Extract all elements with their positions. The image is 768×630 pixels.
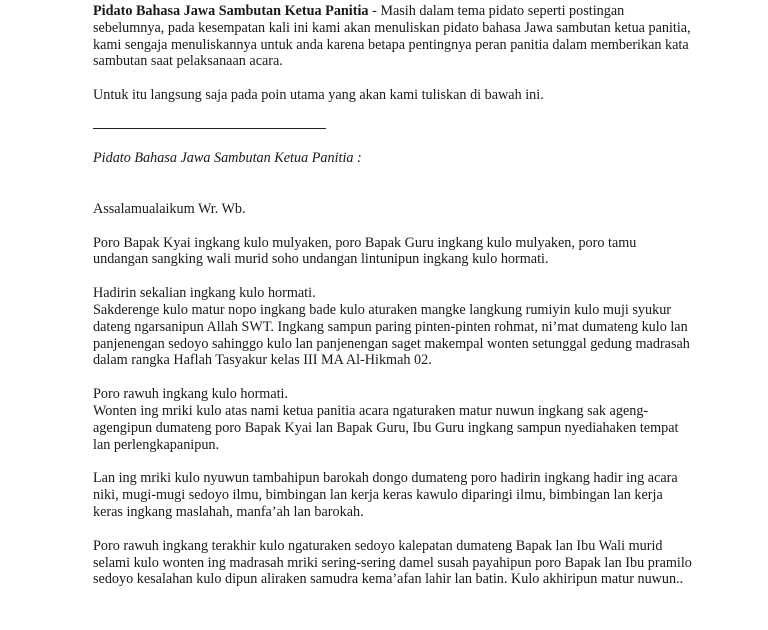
lead-paragraph: Untuk itu langsung saja pada poin utama yang akan kami tuliskan di bawah ini. [93,87,544,104]
intro-body: - Masih dalam tema pidato seperti postingan sebelumnya, pada kesempatan kali ini kami akan menuliskan pidato bahasa Jawa sambutan ketua panitia, kami sengaja menuliskannya untuk anda karena betapa pentingnya peran panitia dalam memberikan kata sambutan saat pelaksanaan acara. [93,3,691,70]
greeting: Assalamualaikum Wr. Wb. [93,200,246,217]
speech-paragraph-4: Lan ing mriki kulo nyuwun tambahipun barokah dongo dumateng poro hadirin ingkang hadir ing acara niki, mugi-mugi sedoyo ilmu, bimbingan lan kerja keras kawulo diparingi ilmu, bimbingan lan kerja keras ingkang maslahah, manfa’ah lan barokah. [93,470,678,520]
horizontal-rule [93,128,326,129]
intro-title: Pidato Bahasa Jawa Sambutan Ketua Panitia [93,3,369,19]
speech-paragraph-3: Poro rawuh ingkang kulo hormati. Wonten ing mriki kulo atas nami ketua panitia acara ngaturaken matur nuwun ingkang sak ageng-agengipun dumateng poro Bapak Kyai lan Bapak Guru, Ibu Guru ingkang sampun nyediahaken tempat lan perlengkapanipun. [93,386,679,453]
speech-paragraph-2: Hadirin sekalian ingkang kulo hormati. Sakderenge kulo matur nopo ingkang bade kulo aturaken mangke langkung rumiyin kulo muji syukur dateng ngarsanipun Allah SWT. Ingkang sampun paring pinten-pinten rohmat, ni’mat dumateng kulo lan panjenengan sedoyo sahinggo kulo lan panjenengan saget makempal wonten setunggal gedung madrasah dalam rangka Haflah Tasyakur kelas III MA Al-Hikmah 02. [93,285,690,369]
speech-paragraph-5: Poro rawuh ingkang terakhir kulo ngaturaken sedoyo kalepatan dumateng Bapak lan Ibu Wali murid selami kulo wonten ing madrasah mriki sering-sering damel susah payahipun poro Bapak lan Ibu pramilo sedoyo kesalahan kulo dipun aliraken samudra kema’afan lahir lan batin. Kulo akhiripun matur nuwun.. [93,537,692,588]
document-page [93,0,693,588]
speech-paragraph-1: Poro Bapak Kyai ingkang kulo mulyaken, poro Bapak Guru ingkang kulo mulyaken, poro tamu undangan sangking wali murid soho undangan lintunipun ingkang kulo hormati. [93,234,637,268]
speech-subtitle: Pidato Bahasa Jawa Sambutan Ketua Panitia : [93,149,362,166]
intro-paragraph [93,3,693,70]
